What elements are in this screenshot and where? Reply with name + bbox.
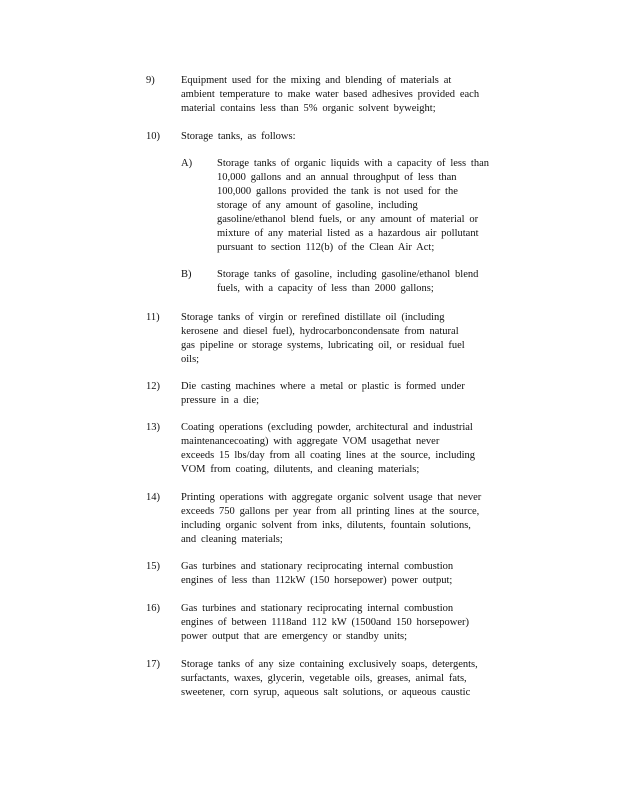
text-line: kerosene and diesel fuel), hydrocarboncondensate from natural <box>181 326 459 337</box>
item-number: 14) <box>146 492 160 503</box>
item-number: 10) <box>146 131 160 142</box>
text-line: 100,000 gallons provided the tank is not used for the <box>217 186 458 197</box>
text-line: VOM from coating, dilutents, and cleaning materials; <box>181 464 420 475</box>
item-number: 11) <box>146 312 160 323</box>
text-line: pressure in a die; <box>181 395 260 406</box>
text-line: and cleaning materials; <box>181 534 283 545</box>
text-line: Printing operations with aggregate organic solvent usage that never <box>181 492 482 503</box>
text-line: maintenancecoating) with aggregate VOM usagethat never <box>181 436 440 447</box>
item-text <box>181 491 506 547</box>
item-number: 15) <box>146 561 160 572</box>
item-text <box>181 311 506 367</box>
item-number: 9) <box>146 75 155 86</box>
item-text <box>181 74 506 116</box>
text-line: Storage tanks, as follows: <box>181 131 296 142</box>
sub-item-text <box>217 157 507 255</box>
item-text <box>181 560 506 588</box>
text-line: including organic solvent from inks, dilutents, fountain solutions, <box>181 520 471 531</box>
text-line: power output that are emergency or standby units; <box>181 631 408 642</box>
text-line: sweetener, corn syrup, aqueous salt solutions, or aqueous caustic <box>181 687 471 698</box>
item-number: 16) <box>146 603 160 614</box>
text-line: Storage tanks of virgin or rerefined distillate oil (including <box>181 312 445 323</box>
text-line: material contains less than 5% organic solvent byweight; <box>181 103 436 114</box>
item-number: 12) <box>146 381 160 392</box>
text-line: storage of any amount of gasoline, including <box>217 200 418 211</box>
item-text <box>181 130 506 144</box>
text-line: ambient temperature to make water based adhesives provided each <box>181 89 480 100</box>
sub-item-text <box>217 268 507 296</box>
text-line: engines of between 1118and 112 kW (1500and 150 horsepower) <box>181 617 470 628</box>
text-line: Gas turbines and stationary reciprocating internal combustion <box>181 603 454 614</box>
item-number: 13) <box>146 422 160 433</box>
text-line: mixture of any material listed as a hazardous air pollutant <box>217 228 479 239</box>
sub-item-letter: A) <box>181 158 193 169</box>
text-line: oils; <box>181 354 200 365</box>
text-line: gas pipeline or storage systems, lubricating oil, or residual fuel <box>181 340 465 351</box>
text-line: pursuant to section 112(b) of the Clean Air Act; <box>217 242 435 253</box>
text-line: Storage tanks of any size containing exclusively soaps, detergents, <box>181 659 478 670</box>
text-line: exceeds 15 lbs/day from all coating lines at the source, including <box>181 450 476 461</box>
text-line: engines of less than 112kW (150 horsepower) power output; <box>181 575 453 586</box>
text-line: Die casting machines where a metal or plastic is formed under <box>181 381 465 392</box>
text-line: Equipment used for the mixing and blending of materials at <box>181 75 452 86</box>
text-line: Storage tanks of gasoline, including gasoline/ethanol blend <box>217 269 479 280</box>
item-text <box>181 602 506 644</box>
sub-item-letter: B) <box>181 269 192 280</box>
text-line: Gas turbines and stationary reciprocating internal combustion <box>181 561 454 572</box>
text-line: surfactants, waxes, glycerin, vegetable oils, greases, animal fats, <box>181 673 467 684</box>
text-line: Coating operations (excluding powder, architectural and industrial <box>181 422 473 433</box>
text-line: Storage tanks of organic liquids with a capacity of less than <box>217 158 489 169</box>
item-number: 17) <box>146 659 160 670</box>
text-line: 10,000 gallons and an annual throughput of less than <box>217 172 457 183</box>
item-text <box>181 421 506 477</box>
item-text <box>181 380 506 408</box>
text-line: exceeds 750 gallons per year from all printing lines at the source, <box>181 506 480 517</box>
item-text <box>181 658 506 700</box>
text-line: fuels, with a capacity of less than 2000 gallons; <box>217 283 434 294</box>
text-line: gasoline/ethanol blend fuels, or any amount of material or <box>217 214 479 225</box>
